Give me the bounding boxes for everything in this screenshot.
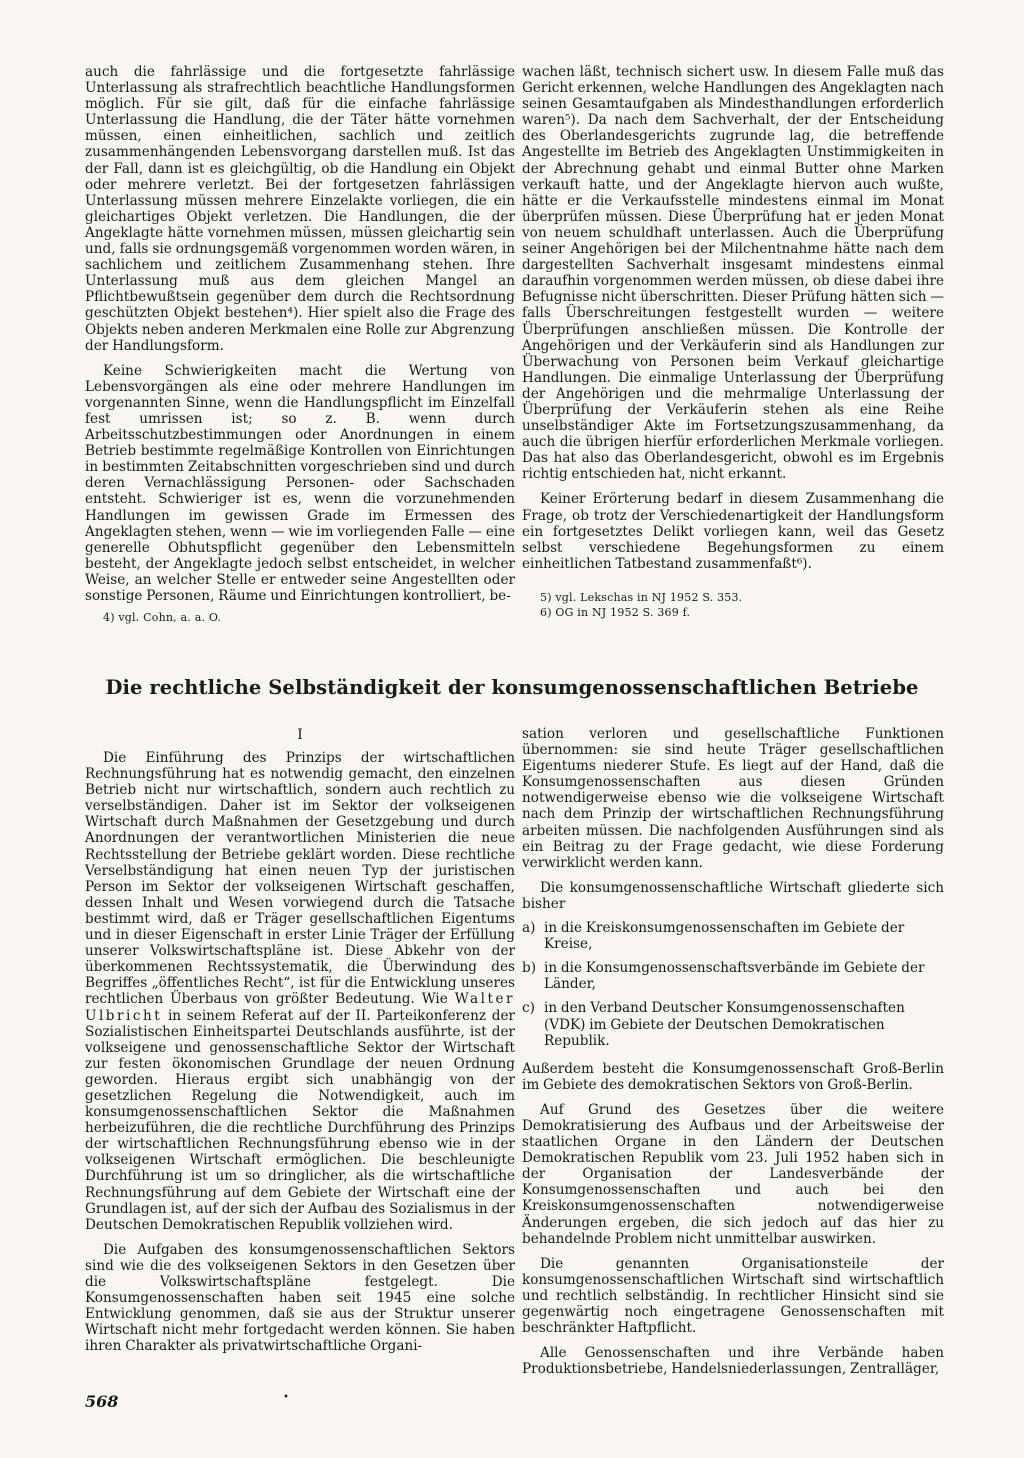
top-right-column bbox=[522, 64, 944, 572]
footnote: 5) vgl. Lekschas in NJ 1952 S. 353. bbox=[540, 591, 743, 604]
paragraph: Keiner Erörterung bedarf in diesem Zusammenhang die Frage, ob trotz der Verschiedenartigkeit der Handlungsform ein fortgesetztes Delikt vorliegen kann, weil das Gesetz selbst verschiedene Begehungsformen zu einem einheitlichen Tatbestand zusammenfaßt⁶). bbox=[522, 491, 944, 572]
article-right-column bbox=[522, 726, 944, 1377]
paragraph: sation verloren und gesellschaftliche Funktionen übernommen: sie sind heute Träger gesellschaftlichen Eigentums niederer Stufe. Es liegt auf der Hand, daß die Konsumgenossenschaften aus diesen Gründen notwendigerweise ebenso wie die volkseigene Wirtschaft nach dem Prinzip der wirtschaftlichen Rechnungsführung arbeiten müssen. Die nachfolgenden Ausführungen sind als ein Beitrag zu der Frage gedacht, wie diese Forderung verwirklicht werden kann. bbox=[522, 726, 944, 871]
footnotes-left bbox=[103, 610, 503, 625]
article-left-column bbox=[85, 750, 515, 1354]
paragraph: Keine Schwierigkeiten macht die Wertung von Lebensvorgängen als eine oder mehrere Handlungen im vorgenannten Sinne, wenn die Handlungspflicht im Einzelfall fest umrissen ist; so z. B. wenn durch Arbeitsschutzbestimmungen oder Anordnungen in einem Betrieb bestimmte regelmäßige Kontrollen von Einrichtungen in bestimmten Zeitabschnitten vorgeschrieben sind und durch deren Vernachlässigung Personen- oder Sachschaden entsteht. Schwieriger ist es, wenn die vorzunehmenden Handlungen im gewissen Grade im Ermessen des Angeklagten stehen, wenn — wie im vorliegenden Falle — eine generelle Obhutspflicht gegenüber den Lebensmitteln besteht, der Angeklagte jedoch selbst entscheidet, in welcher Weise, an welcher Stelle er entweder seine Angestellten oder sonstige Personen, Räume und Einrichtungen kontrolliert, be- bbox=[85, 362, 516, 604]
person-name: Walter Ulbricht bbox=[85, 991, 515, 1024]
paragraph: Die genannten Organisationsteile der konsumgenossenschaftlichen Wirtschaft sind wirtschaftlich und rechtlich selbständig. In rechtlicher Hinsicht sind sie gegenwärtig noch eingetragene Genossenschaften mit beschränkter Haftpflicht. bbox=[522, 1255, 944, 1337]
paragraph: Außerdem besteht die Konsumgenossenschaft Groß-Berlin im Gebiete des demokratischen Sektors von Groß-Berlin. bbox=[522, 1060, 944, 1093]
paragraph: auch die fahrlässige und die fortgesetzte fahrlässige Unterlassung als strafrechtlich beachtliche Handlungsformen möglich. Für sie gilt, daß für die einfache fahrlässige Unterlassung die Handlung, die der Täter hätte vornehmen müssen, einen einheitlichen, sachlich und zeitlich zusammenhängenden Lebensvorgang darstellen muß. Ist das der Fall, dann ist es gleichgültig, ob die Handlung ein Objekt oder mehrere verletzt. Bei der fortgesetzen fahrlässigen Unterlassung müssen mehrere Einzelakte vorliegen, die ein gleichartiges Objekt verletzen. Die Handlungen, die der Angeklagte hätte vornehmen müssen, müssen gleichartig sein und, falls sie ordnungsgemäß vorgenommen worden wären, in sachlichem und zeitlichem Zusammenhang stehen. Ihre Unterlassung muß aus dem gleichen Mangel an Pflichtbewußtsein gegenüber dem durch die Rechtsordnung geschützten Objekt bestehen⁴). Hier spielt also die Frage des Objekts neben anderen Merkmalen eine Rolle zur Abgrenzung der Handlungsform. bbox=[85, 64, 515, 354]
top-left-column bbox=[85, 64, 515, 604]
footnotes-right bbox=[540, 590, 940, 620]
page-number: 568 bbox=[85, 1392, 119, 1411]
paragraph: Alle Genossenschaften und ihre Verbände haben Produktionsbetriebe, Handelsniederlassungen, Zentralläger, bbox=[522, 1345, 944, 1378]
list-item: b) in die Konsumgenossenschaftsverbände im Gebiete der Länder, bbox=[522, 960, 925, 993]
paragraph: Die Einführung des Prinzips der wirtschaftlichen Rechnungsführung hat es notwendig gemacht, den einzelnen Betrieb nicht nur wirtschaftlich, sondern auch rechtlich zu verselbständigen. Daher ist im Sektor der volkseigenen Wirtschaft durch Maßnahmen der Gesetzgebung und durch Anordnungen der verantwortlichen Ministerien die neue Rechtsstellung der Betriebe geklärt worden. Diese rechtliche Verselbständigung hat einen neuen Typ der juristischen Person im Sektor der volkseigenen Wirtschaft geschaffen, dessen Inhalt und Wesen vorwiegend durch die Tatsache bestimmt wird, daß er Träger gesellschaftlichen Eigentums und in dieser Eigenschaft in erster Linie Träger der Erfüllung unserer Volkswirtschaftspläne ist. Diese Abkehr von der überkommenen Rechtssystematik, die Überwindung des Begriffes „öffentliches Recht“, ist für die Entwicklung unseres rechtlichen Überbaus von größter Bedeutung. Wie Walter Ulbricht in seinem Referat auf der II. Parteikonferenz der Sozialistischen Einheitspartei Deutschlands ausführte, ist der volkseigene und genossenschaftliche Sektor der Wirtschaft zur festen ökonomischen Grundlage der neuen Ordnung geworden. Hieraus ergibt sich unabhängig von der gesetzlichen Regelung die Notwendigkeit, auch im konsumgenossenschaftlichen Sektor die Maßnahmen herbeizuführen, die die rechtliche Durchführung des Prinzips der wirtschaftlichen Rechnungsführung ebenso wie in der volkseigenen Wirtschaft ermöglichen. Die beschleunigte Durchführung ist um so dringlicher, als die wirtschaftliche Rechnungsführung auf dem Gebiete der Wirtschaft eine der Grundlagen ist, auf der sich der Aufbau des Sozialismus in der Deutschen Demokratischen Republik vollziehen wird. bbox=[85, 750, 515, 1233]
footnote: 4) vgl. Cohn, a. a. O. bbox=[103, 611, 222, 624]
paragraph: Die konsumgenossenschaftliche Wirtschaft gliederte sich bisher bbox=[522, 879, 944, 912]
paragraph: Auf Grund des Gesetzes über die weitere Demokratisierung des Aufbaus und der Arbeitsweise der staatlichen Organe in den Ländern der Deutschen Demokratischen Republik vom 23. Juli 1952 haben sich in der Organisation der Landesverbände der Konsumgenossenschaften und auch bei den Kreiskonsumgenossenschaften notwendigerweise Änderungen ergeben, die sich jedoch auf das hier zu behandelnde Problem nicht unmittelbar auswirken. bbox=[522, 1101, 944, 1247]
footnote: 6) OG in NJ 1952 S. 369 f. bbox=[540, 606, 691, 619]
ink-dot: • bbox=[283, 1392, 289, 1403]
article-title: Die rechtliche Selbständigkeit der konsumgenossenschaftlichen Betriebe bbox=[105, 676, 919, 699]
list-item: c) in den Verband Deutscher Konsumgenossenschaften (VDK) im Gebiete der Deutschen Demokratischen Republik. bbox=[522, 1000, 905, 1049]
list-item: a) in die Kreiskonsumgenossenschaften im Gebiete der Kreise, bbox=[522, 920, 905, 953]
paragraph: Die Aufgaben des konsumgenossenschaftlichen Sektors sind wie die des volkseigenen Sektors in den Gesetzen über die Volkswirtschaftspläne festgelegt. Die Konsumgenossenschaften haben seit 1945 eine solche Entwicklung genommen, daß sie aus der Struktur unserer Wirtschaft nicht mehr fortgedacht werden können. Sie haben ihren Charakter als privatwirtschaftliche Organi- bbox=[85, 1241, 515, 1355]
section-number: I bbox=[297, 727, 303, 743]
paragraph: wachen läßt, technisch sichert usw. In diesem Falle muß das Gericht erkennen, welche Handlungen des Angeklagten nach seinen Gesamtaufgaben als Mindesthandlungen erforderlich waren⁵). Da nach dem Sachverhalt, der der Entscheidung des Oberlandesgerichts zugrunde lag, die betreffende Angestellte im Betrieb des Angeklagten Unstimmigkeiten in der Abrechnung gehabt und einmal Butter ohne Marken verkauft hatte, und der Angeklagte hiervon auch wußte, hätte er die Verkaufsstelle mindestens einmal im Monat überprüfen müssen. Diese Überprüfung hat er jeden Monat von neuem schuldhaft unterlassen. Auch die Überprüfung seiner Angehörigen bei der Milchentnahme hätte nach dem dargestellten Sachverhalt insgesamt mindestens einmal daraufhin vorgenommen werden müssen, ob diese dabei ihre Befugnisse nicht überschritten. Dieser Prüfung hätten sich — falls Überschreitungen festgestellt wurden — weitere Überprüfungen anschließen müssen. Die Kontrolle der Angehörigen und der Verkäuferin sind als Handlungen zur Überwachung von Personen beim Verkauf gleichartige Handlungen. Die einmalige Unterlassung der Überprüfung der Angehörigen und die mehrmalige Unterlassung der Überprüfung der Verkäuferin stehen als eine Reihe unselbständiger Akte im Fortsetzungszusammenhang, da auch die übrigen hierfür erforderlichen Merkmale vorliegen. Das hat also das Oberlandesgericht, obwohl es im Ergebnis richtig entschieden hat, nicht erkannt. bbox=[522, 64, 944, 483]
